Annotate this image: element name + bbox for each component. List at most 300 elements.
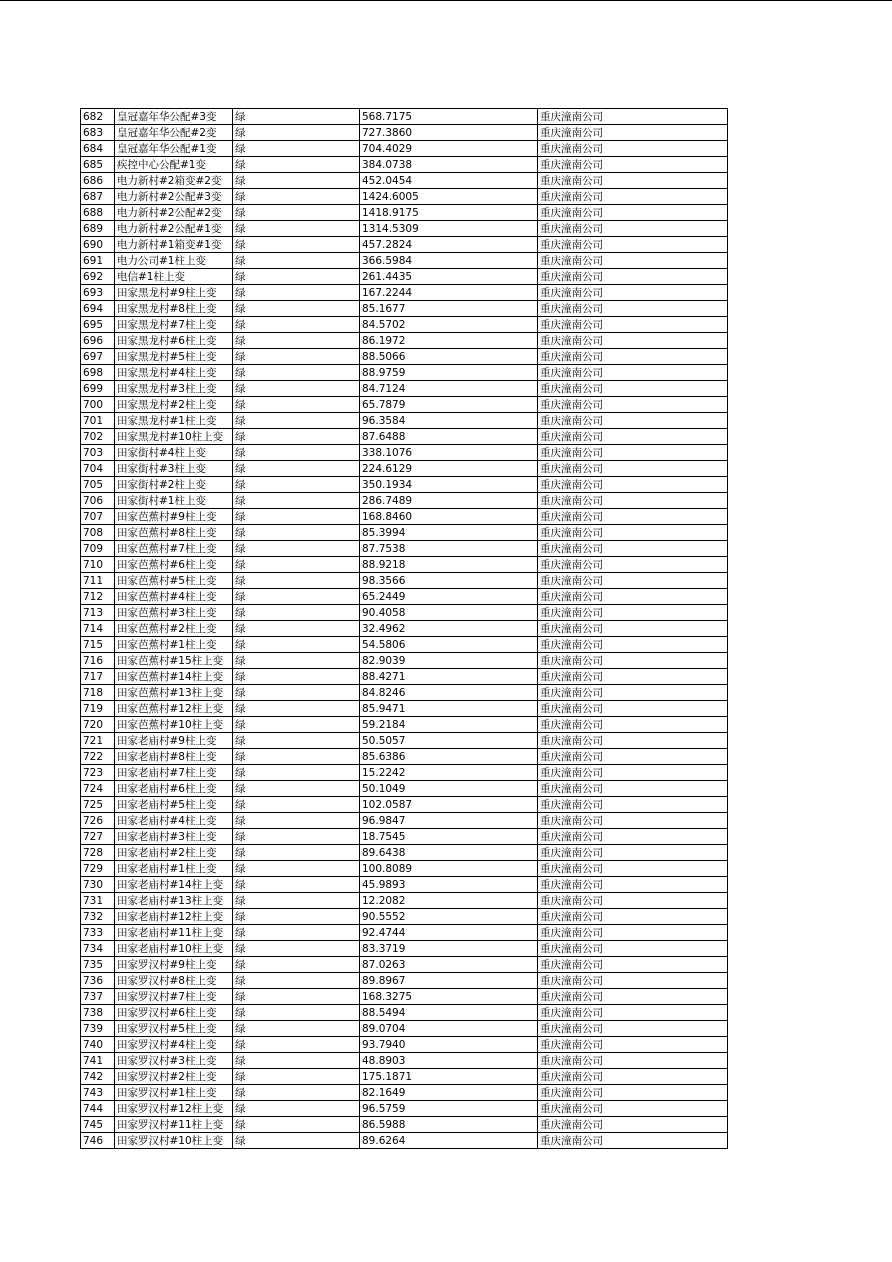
table-row: [81, 445, 728, 461]
transformer-table: [80, 108, 728, 1149]
transformer-name-cell: 田家老庙村#13柱上变: [115, 893, 233, 909]
row-number-cell: 745: [81, 1117, 115, 1133]
status-color-cell: 绿: [233, 1053, 360, 1069]
value-cell: 167.2244: [360, 285, 538, 301]
company-cell: 重庆潼南公司: [538, 333, 728, 349]
value-cell: 96.3584: [360, 413, 538, 429]
status-color-cell: 绿: [233, 493, 360, 509]
company-cell: 重庆潼南公司: [538, 829, 728, 845]
company-cell: 重庆潼南公司: [538, 589, 728, 605]
status-color-cell: 绿: [233, 637, 360, 653]
table-row: [81, 189, 728, 205]
value-cell: 88.9218: [360, 557, 538, 573]
row-number-cell: 725: [81, 797, 115, 813]
row-number-cell: 709: [81, 541, 115, 557]
value-cell: 384.0738: [360, 157, 538, 173]
company-cell: 重庆潼南公司: [538, 365, 728, 381]
company-cell: 重庆潼南公司: [538, 605, 728, 621]
status-color-cell: 绿: [233, 1133, 360, 1149]
table-row: [81, 1005, 728, 1021]
table-row: [81, 461, 728, 477]
table-row: [81, 861, 728, 877]
table-row: [81, 349, 728, 365]
row-number-cell: 724: [81, 781, 115, 797]
value-cell: 568.7175: [360, 109, 538, 125]
status-color-cell: 绿: [233, 1005, 360, 1021]
table-row: [81, 941, 728, 957]
transformer-name-cell: 田家芭蕉村#14柱上变: [115, 669, 233, 685]
company-cell: 重庆潼南公司: [538, 685, 728, 701]
value-cell: 452.0454: [360, 173, 538, 189]
row-number-cell: 697: [81, 349, 115, 365]
row-number-cell: 736: [81, 973, 115, 989]
value-cell: 89.6264: [360, 1133, 538, 1149]
value-cell: 366.5984: [360, 253, 538, 269]
transformer-name-cell: 田家罗汉村#8柱上变: [115, 973, 233, 989]
table-row: [81, 765, 728, 781]
company-cell: 重庆潼南公司: [538, 1117, 728, 1133]
status-color-cell: 绿: [233, 205, 360, 221]
row-number-cell: 686: [81, 173, 115, 189]
status-color-cell: 绿: [233, 765, 360, 781]
company-cell: 重庆潼南公司: [538, 877, 728, 893]
value-cell: 18.7545: [360, 829, 538, 845]
row-number-cell: 746: [81, 1133, 115, 1149]
row-number-cell: 728: [81, 845, 115, 861]
table-row: [81, 669, 728, 685]
value-cell: 87.0263: [360, 957, 538, 973]
table-row: [81, 429, 728, 445]
row-number-cell: 702: [81, 429, 115, 445]
company-cell: 重庆潼南公司: [538, 957, 728, 973]
transformer-name-cell: 皇冠嘉年华公配#2变: [115, 125, 233, 141]
value-cell: 50.1049: [360, 781, 538, 797]
company-cell: 重庆潼南公司: [538, 733, 728, 749]
transformer-name-cell: 田家老庙村#9柱上变: [115, 733, 233, 749]
table-row: [81, 877, 728, 893]
table-row: [81, 525, 728, 541]
company-cell: 重庆潼南公司: [538, 1053, 728, 1069]
row-number-cell: 699: [81, 381, 115, 397]
row-number-cell: 692: [81, 269, 115, 285]
value-cell: 100.8089: [360, 861, 538, 877]
table-row: [81, 285, 728, 301]
table-row: [81, 1021, 728, 1037]
table-row: [81, 893, 728, 909]
value-cell: 84.8246: [360, 685, 538, 701]
transformer-name-cell: 田家罗汉村#9柱上变: [115, 957, 233, 973]
transformer-name-cell: 田家芭蕉村#1柱上变: [115, 637, 233, 653]
transformer-name-cell: 皇冠嘉年华公配#1变: [115, 141, 233, 157]
value-cell: 224.6129: [360, 461, 538, 477]
status-color-cell: 绿: [233, 717, 360, 733]
company-cell: 重庆潼南公司: [538, 349, 728, 365]
table-row: [81, 1037, 728, 1053]
transformer-name-cell: 田家老庙村#5柱上变: [115, 797, 233, 813]
row-number-cell: 742: [81, 1069, 115, 1085]
transformer-name-cell: 田家芭蕉村#6柱上变: [115, 557, 233, 573]
table-row: [81, 1133, 728, 1149]
status-color-cell: 绿: [233, 141, 360, 157]
status-color-cell: 绿: [233, 429, 360, 445]
table-body: [81, 109, 728, 1149]
row-number-cell: 682: [81, 109, 115, 125]
table-row: [81, 781, 728, 797]
row-number-cell: 721: [81, 733, 115, 749]
row-number-cell: 723: [81, 765, 115, 781]
status-color-cell: 绿: [233, 1037, 360, 1053]
row-number-cell: 720: [81, 717, 115, 733]
company-cell: 重庆潼南公司: [538, 237, 728, 253]
company-cell: 重庆潼南公司: [538, 413, 728, 429]
company-cell: 重庆潼南公司: [538, 477, 728, 493]
transformer-name-cell: 田家街村#3柱上变: [115, 461, 233, 477]
value-cell: 175.1871: [360, 1069, 538, 1085]
page-top-border: [0, 0, 892, 1]
row-number-cell: 710: [81, 557, 115, 573]
row-number-cell: 712: [81, 589, 115, 605]
status-color-cell: 绿: [233, 749, 360, 765]
table-row: [81, 301, 728, 317]
transformer-name-cell: 电力新村#2公配#2变: [115, 205, 233, 221]
status-color-cell: 绿: [233, 269, 360, 285]
value-cell: 88.4271: [360, 669, 538, 685]
value-cell: 261.4435: [360, 269, 538, 285]
company-cell: 重庆潼南公司: [538, 157, 728, 173]
row-number-cell: 731: [81, 893, 115, 909]
value-cell: 90.5552: [360, 909, 538, 925]
company-cell: 重庆潼南公司: [538, 717, 728, 733]
status-color-cell: 绿: [233, 1069, 360, 1085]
row-number-cell: 705: [81, 477, 115, 493]
row-number-cell: 683: [81, 125, 115, 141]
status-color-cell: 绿: [233, 477, 360, 493]
status-color-cell: 绿: [233, 397, 360, 413]
company-cell: 重庆潼南公司: [538, 205, 728, 221]
status-color-cell: 绿: [233, 845, 360, 861]
table-row: [81, 253, 728, 269]
transformer-name-cell: 田家罗汉村#12柱上变: [115, 1101, 233, 1117]
company-cell: 重庆潼南公司: [538, 253, 728, 269]
value-cell: 96.9847: [360, 813, 538, 829]
company-cell: 重庆潼南公司: [538, 125, 728, 141]
transformer-name-cell: 皇冠嘉年华公配#3变: [115, 109, 233, 125]
value-cell: 84.7124: [360, 381, 538, 397]
value-cell: 65.2449: [360, 589, 538, 605]
status-color-cell: 绿: [233, 909, 360, 925]
row-number-cell: 708: [81, 525, 115, 541]
table-row: [81, 989, 728, 1005]
table-row: [81, 397, 728, 413]
table-row: [81, 413, 728, 429]
company-cell: 重庆潼南公司: [538, 813, 728, 829]
transformer-name-cell: 电力新村#2公配#1变: [115, 221, 233, 237]
row-number-cell: 694: [81, 301, 115, 317]
company-cell: 重庆潼南公司: [538, 541, 728, 557]
transformer-name-cell: 田家老庙村#3柱上变: [115, 829, 233, 845]
row-number-cell: 695: [81, 317, 115, 333]
company-cell: 重庆潼南公司: [538, 701, 728, 717]
transformer-name-cell: 田家黑龙村#7柱上变: [115, 317, 233, 333]
row-number-cell: 740: [81, 1037, 115, 1053]
table-row: [81, 141, 728, 157]
transformer-name-cell: 田家黑龙村#3柱上变: [115, 381, 233, 397]
table-row: [81, 925, 728, 941]
status-color-cell: 绿: [233, 301, 360, 317]
status-color-cell: 绿: [233, 781, 360, 797]
status-color-cell: 绿: [233, 237, 360, 253]
status-color-cell: 绿: [233, 525, 360, 541]
company-cell: 重庆潼南公司: [538, 493, 728, 509]
status-color-cell: 绿: [233, 1085, 360, 1101]
status-color-cell: 绿: [233, 125, 360, 141]
transformer-name-cell: 电力新村#2箱变#2变: [115, 173, 233, 189]
value-cell: 704.4029: [360, 141, 538, 157]
company-cell: 重庆潼南公司: [538, 1037, 728, 1053]
table-row: [81, 381, 728, 397]
transformer-name-cell: 田家罗汉村#10柱上变: [115, 1133, 233, 1149]
transformer-name-cell: 田家黑龙村#9柱上变: [115, 285, 233, 301]
company-cell: 重庆潼南公司: [538, 381, 728, 397]
row-number-cell: 730: [81, 877, 115, 893]
status-color-cell: 绿: [233, 1021, 360, 1037]
company-cell: 重庆潼南公司: [538, 637, 728, 653]
company-cell: 重庆潼南公司: [538, 301, 728, 317]
table-row: [81, 1085, 728, 1101]
transformer-name-cell: 田家芭蕉村#7柱上变: [115, 541, 233, 557]
transformer-name-cell: 电信#1柱上变: [115, 269, 233, 285]
status-color-cell: 绿: [233, 733, 360, 749]
status-color-cell: 绿: [233, 925, 360, 941]
company-cell: 重庆潼南公司: [538, 461, 728, 477]
row-number-cell: 722: [81, 749, 115, 765]
transformer-name-cell: 田家老庙村#2柱上变: [115, 845, 233, 861]
company-cell: 重庆潼南公司: [538, 1133, 728, 1149]
company-cell: 重庆潼南公司: [538, 269, 728, 285]
status-color-cell: 绿: [233, 557, 360, 573]
transformer-name-cell: 田家芭蕉村#2柱上变: [115, 621, 233, 637]
row-number-cell: 711: [81, 573, 115, 589]
row-number-cell: 690: [81, 237, 115, 253]
table-row: [81, 1117, 728, 1133]
row-number-cell: 726: [81, 813, 115, 829]
table-row: [81, 733, 728, 749]
company-cell: 重庆潼南公司: [538, 781, 728, 797]
value-cell: 90.4058: [360, 605, 538, 621]
value-cell: 85.3994: [360, 525, 538, 541]
status-color-cell: 绿: [233, 829, 360, 845]
value-cell: 83.3719: [360, 941, 538, 957]
table-row: [81, 813, 728, 829]
row-number-cell: 739: [81, 1021, 115, 1037]
table-row: [81, 717, 728, 733]
value-cell: 168.3275: [360, 989, 538, 1005]
value-cell: 350.1934: [360, 477, 538, 493]
status-color-cell: 绿: [233, 973, 360, 989]
value-cell: 54.5806: [360, 637, 538, 653]
row-number-cell: 703: [81, 445, 115, 461]
status-color-cell: 绿: [233, 813, 360, 829]
status-color-cell: 绿: [233, 349, 360, 365]
status-color-cell: 绿: [233, 253, 360, 269]
transformer-name-cell: 田家黑龙村#6柱上变: [115, 333, 233, 349]
row-number-cell: 718: [81, 685, 115, 701]
transformer-name-cell: 田家罗汉村#3柱上变: [115, 1053, 233, 1069]
table-row: [81, 365, 728, 381]
value-cell: 93.7940: [360, 1037, 538, 1053]
company-cell: 重庆潼南公司: [538, 141, 728, 157]
table-row: [81, 205, 728, 221]
status-color-cell: 绿: [233, 653, 360, 669]
row-number-cell: 738: [81, 1005, 115, 1021]
transformer-name-cell: 田家黑龙村#8柱上变: [115, 301, 233, 317]
company-cell: 重庆潼南公司: [538, 909, 728, 925]
row-number-cell: 696: [81, 333, 115, 349]
status-color-cell: 绿: [233, 669, 360, 685]
company-cell: 重庆潼南公司: [538, 973, 728, 989]
table-row: [81, 797, 728, 813]
value-cell: 96.5759: [360, 1101, 538, 1117]
row-number-cell: 733: [81, 925, 115, 941]
company-cell: 重庆潼南公司: [538, 765, 728, 781]
table-row: [81, 237, 728, 253]
row-number-cell: 687: [81, 189, 115, 205]
value-cell: 32.4962: [360, 621, 538, 637]
transformer-name-cell: 田家芭蕉村#4柱上变: [115, 589, 233, 605]
status-color-cell: 绿: [233, 173, 360, 189]
value-cell: 86.5988: [360, 1117, 538, 1133]
status-color-cell: 绿: [233, 701, 360, 717]
transformer-name-cell: 田家黑龙村#2柱上变: [115, 397, 233, 413]
company-cell: 重庆潼南公司: [538, 653, 728, 669]
transformer-name-cell: 田家老庙村#8柱上变: [115, 749, 233, 765]
company-cell: 重庆潼南公司: [538, 509, 728, 525]
status-color-cell: 绿: [233, 1101, 360, 1117]
table-row: [81, 109, 728, 125]
company-cell: 重庆潼南公司: [538, 1005, 728, 1021]
company-cell: 重庆潼南公司: [538, 429, 728, 445]
transformer-name-cell: 田家老庙村#4柱上变: [115, 813, 233, 829]
row-number-cell: 688: [81, 205, 115, 221]
company-cell: 重庆潼南公司: [538, 1085, 728, 1101]
value-cell: 98.3566: [360, 573, 538, 589]
table-row: [81, 637, 728, 653]
row-number-cell: 744: [81, 1101, 115, 1117]
row-number-cell: 715: [81, 637, 115, 653]
value-cell: 45.9893: [360, 877, 538, 893]
transformer-name-cell: 田家罗汉村#1柱上变: [115, 1085, 233, 1101]
company-cell: 重庆潼南公司: [538, 221, 728, 237]
transformer-name-cell: 电力新村#1箱变#1变: [115, 237, 233, 253]
transformer-name-cell: 田家老庙村#12柱上变: [115, 909, 233, 925]
transformer-name-cell: 田家老庙村#6柱上变: [115, 781, 233, 797]
row-number-cell: 707: [81, 509, 115, 525]
status-color-cell: 绿: [233, 589, 360, 605]
transformer-name-cell: 田家芭蕉村#12柱上变: [115, 701, 233, 717]
company-cell: 重庆潼南公司: [538, 397, 728, 413]
company-cell: 重庆潼南公司: [538, 925, 728, 941]
row-number-cell: 701: [81, 413, 115, 429]
transformer-name-cell: 田家罗汉村#7柱上变: [115, 989, 233, 1005]
row-number-cell: 717: [81, 669, 115, 685]
row-number-cell: 713: [81, 605, 115, 621]
transformer-name-cell: 田家黑龙村#1柱上变: [115, 413, 233, 429]
value-cell: 88.5494: [360, 1005, 538, 1021]
row-number-cell: 734: [81, 941, 115, 957]
status-color-cell: 绿: [233, 685, 360, 701]
table-row: [81, 1053, 728, 1069]
transformer-name-cell: 田家黑龙村#4柱上变: [115, 365, 233, 381]
transformer-name-cell: 田家罗汉村#5柱上变: [115, 1021, 233, 1037]
transformer-name-cell: 田家芭蕉村#3柱上变: [115, 605, 233, 621]
row-number-cell: 741: [81, 1053, 115, 1069]
transformer-name-cell: 田家街村#1柱上变: [115, 493, 233, 509]
row-number-cell: 735: [81, 957, 115, 973]
table-row: [81, 157, 728, 173]
company-cell: 重庆潼南公司: [538, 669, 728, 685]
company-cell: 重庆潼南公司: [538, 893, 728, 909]
transformer-name-cell: 田家街村#4柱上变: [115, 445, 233, 461]
value-cell: 88.9759: [360, 365, 538, 381]
row-number-cell: 714: [81, 621, 115, 637]
transformer-name-cell: 田家芭蕉村#15柱上变: [115, 653, 233, 669]
value-cell: 1314.5309: [360, 221, 538, 237]
status-color-cell: 绿: [233, 109, 360, 125]
status-color-cell: 绿: [233, 221, 360, 237]
table-row: [81, 605, 728, 621]
transformer-name-cell: 田家黑龙村#10柱上变: [115, 429, 233, 445]
company-cell: 重庆潼南公司: [538, 941, 728, 957]
value-cell: 50.5057: [360, 733, 538, 749]
table-row: [81, 701, 728, 717]
status-color-cell: 绿: [233, 797, 360, 813]
table-row: [81, 317, 728, 333]
table-row: [81, 621, 728, 637]
row-number-cell: 691: [81, 253, 115, 269]
row-number-cell: 729: [81, 861, 115, 877]
row-number-cell: 689: [81, 221, 115, 237]
status-color-cell: 绿: [233, 941, 360, 957]
status-color-cell: 绿: [233, 413, 360, 429]
table-row: [81, 653, 728, 669]
company-cell: 重庆潼南公司: [538, 445, 728, 461]
company-cell: 重庆潼南公司: [538, 109, 728, 125]
table-row: [81, 829, 728, 845]
table-row: [81, 125, 728, 141]
row-number-cell: 732: [81, 909, 115, 925]
value-cell: 12.2082: [360, 893, 538, 909]
company-cell: 重庆潼南公司: [538, 749, 728, 765]
table-row: [81, 1069, 728, 1085]
value-cell: 15.2242: [360, 765, 538, 781]
table-row: [81, 845, 728, 861]
company-cell: 重庆潼南公司: [538, 173, 728, 189]
status-color-cell: 绿: [233, 573, 360, 589]
value-cell: 727.3860: [360, 125, 538, 141]
table-row: [81, 573, 728, 589]
status-color-cell: 绿: [233, 189, 360, 205]
transformer-name-cell: 田家芭蕉村#10柱上变: [115, 717, 233, 733]
company-cell: 重庆潼南公司: [538, 557, 728, 573]
transformer-name-cell: 田家芭蕉村#5柱上变: [115, 573, 233, 589]
table-row: [81, 909, 728, 925]
transformer-name-cell: 田家老庙村#1柱上变: [115, 861, 233, 877]
value-cell: 1418.9175: [360, 205, 538, 221]
row-number-cell: 685: [81, 157, 115, 173]
value-cell: 89.6438: [360, 845, 538, 861]
status-color-cell: 绿: [233, 381, 360, 397]
transformer-name-cell: 田家罗汉村#6柱上变: [115, 1005, 233, 1021]
